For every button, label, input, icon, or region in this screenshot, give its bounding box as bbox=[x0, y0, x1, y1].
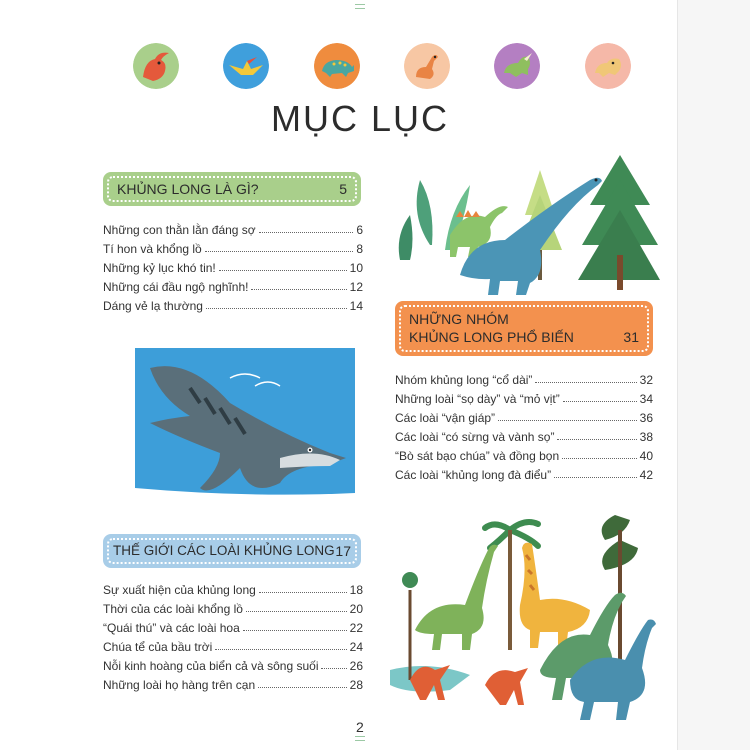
section-banner-1 bbox=[103, 172, 361, 206]
section-page: 31 bbox=[623, 329, 639, 345]
section-page: 17 bbox=[335, 543, 351, 559]
pterosaur-icon bbox=[223, 43, 269, 89]
toc-entry[interactable]: Những kỷ lục khó tin! 10 bbox=[103, 261, 363, 275]
long-neck-dino-icon bbox=[404, 43, 450, 89]
spine-mark-top bbox=[355, 4, 365, 14]
toc-entry[interactable]: Những loài họ hàng trên cạn 28 bbox=[103, 678, 363, 692]
section-heading: THẾ GIỚI CÁC LOÀI KHỦNG LONG bbox=[113, 543, 335, 558]
spine-mark-bottom bbox=[355, 736, 365, 746]
section-banner-3 bbox=[103, 534, 361, 568]
toc-list-3 bbox=[103, 578, 363, 692]
sauropod-forest-illustration bbox=[390, 155, 660, 295]
page-number: 2 bbox=[356, 719, 364, 735]
toc-entry[interactable]: Những loài “sọ dày” và “mỏ vịt” 34 bbox=[395, 392, 653, 406]
toc-entry[interactable]: Sự xuất hiện của khủng long 18 bbox=[103, 583, 363, 597]
parasaurolophus-icon bbox=[133, 43, 179, 89]
plesiosaur-illustration bbox=[130, 348, 360, 503]
toc-entry[interactable]: Những con thằn lằn đáng sợ 6 bbox=[103, 223, 363, 237]
section-heading-line2: KHỦNG LONG PHỔ BIẾN bbox=[409, 329, 574, 345]
section-banner-2 bbox=[395, 301, 653, 356]
toc-list-2 bbox=[395, 368, 653, 482]
toc-entry[interactable]: Nỗi kinh hoàng của biển cả và sông suối 26 bbox=[103, 659, 363, 673]
jurassic-scene-illustration bbox=[390, 510, 660, 725]
dino-icon-row bbox=[133, 43, 633, 93]
section-heading: KHỦNG LONG LÀ GÌ? bbox=[117, 181, 259, 197]
section-heading-line1: NHỮNG NHÓM bbox=[409, 311, 509, 327]
toc-entry[interactable]: Nhóm khủng long “cổ dài” 32 bbox=[395, 373, 653, 387]
triceratops-icon bbox=[494, 43, 540, 89]
protoceratops-icon bbox=[585, 43, 631, 89]
toc-entry[interactable]: Thời của các loài khổng lồ 20 bbox=[103, 602, 363, 616]
toc-entry[interactable]: Tí hon và khổng lồ 8 bbox=[103, 242, 363, 256]
ankylosaurus-icon bbox=[314, 43, 360, 89]
toc-entry[interactable]: Các loài “khủng long đà điểu” 42 bbox=[395, 468, 653, 482]
toc-entry[interactable]: Các loài “có sừng và vành sọ” 38 bbox=[395, 430, 653, 444]
toc-entry[interactable]: “Quái thú” và các loài hoa 22 bbox=[103, 621, 363, 635]
section-page: 5 bbox=[339, 181, 347, 197]
toc-entry[interactable]: “Bò sát bạo chúa” và đồng bọn 40 bbox=[395, 449, 653, 463]
page-title: MỤC LỤC bbox=[270, 98, 449, 139]
toc-entry[interactable]: Dáng vẻ lạ thường 14 bbox=[103, 299, 363, 313]
toc-entry[interactable]: Các loài “vận giáp” 36 bbox=[395, 411, 653, 425]
toc-list-1 bbox=[103, 218, 363, 313]
toc-entry[interactable]: Những cái đầu ngộ nghĩnh! 12 bbox=[103, 280, 363, 294]
toc-entry[interactable]: Chúa tể của bầu trời 24 bbox=[103, 640, 363, 654]
